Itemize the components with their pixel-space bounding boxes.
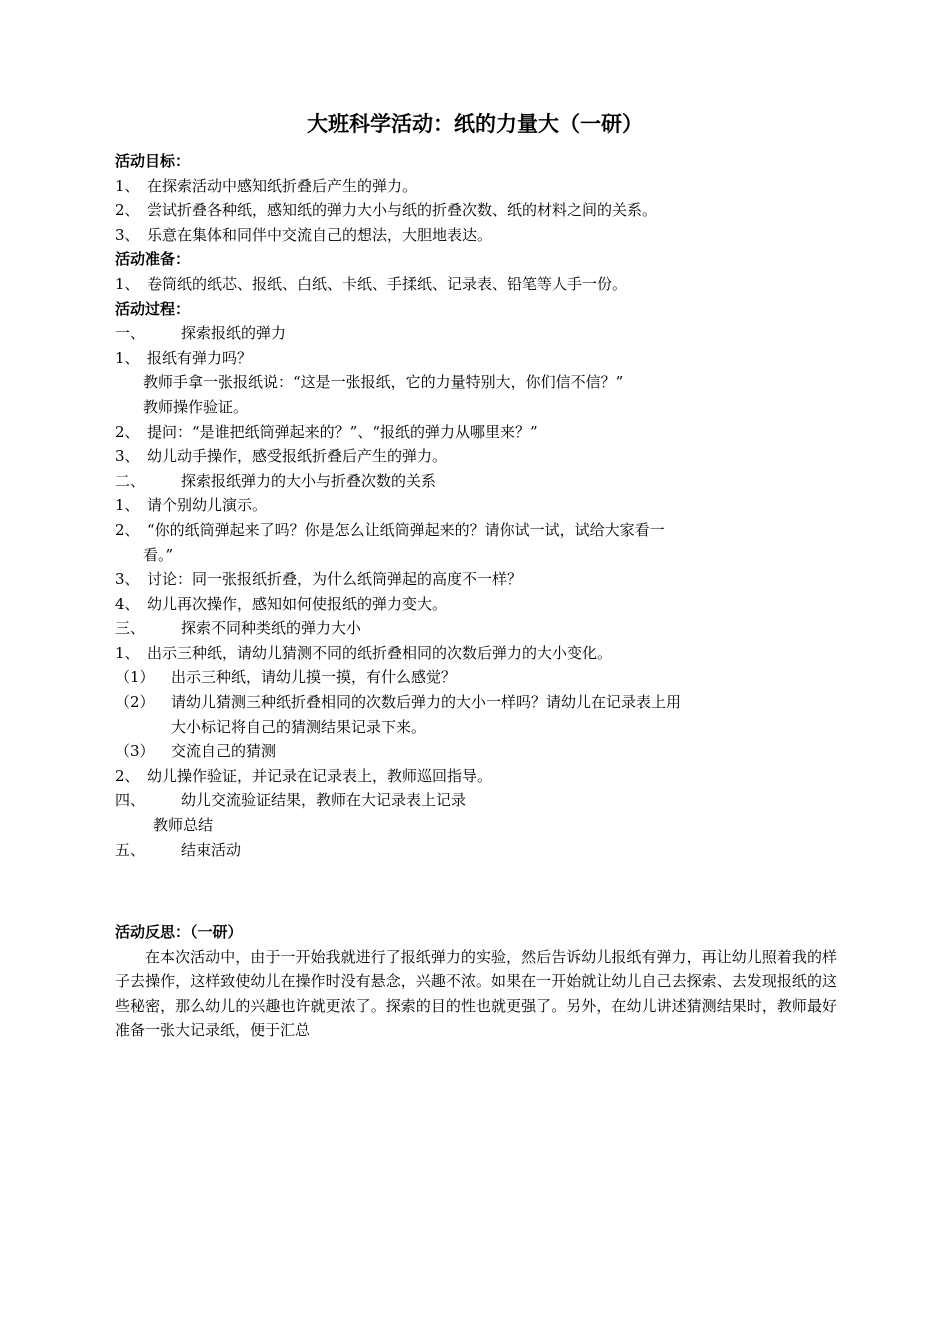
step-text: 幼儿动手操作，感受报纸折叠后产生的弹力。 [147, 447, 448, 466]
substep-text: 出示三种纸，请幼儿摸一摸，有什么感觉？ [171, 668, 457, 687]
goal-item [115, 198, 837, 223]
section-title: 幼儿交流验证结果，教师在大记录表上记录 [181, 791, 467, 810]
step-text: 出示三种纸，请幼儿猜测不同的纸折叠相同的次数后弹力的大小变化。 [147, 643, 613, 662]
step-text: 提问：“是谁把纸筒弹起来的？”、“报纸的弹力从哪里来？” [147, 422, 538, 441]
step-item [115, 641, 837, 666]
section-two [115, 469, 837, 494]
step-number: 2、 [115, 766, 140, 785]
substep-number: （3） [115, 742, 155, 761]
substep-number: （1） [115, 668, 155, 687]
section-number: 四、 [115, 791, 146, 810]
step-item [115, 493, 837, 518]
section-title: 探索报纸的弹力 [181, 324, 287, 343]
goal-text: 在探索活动中感知纸折叠后产生的弹力。 [147, 176, 418, 195]
prep-heading: 活动准备： [115, 250, 191, 269]
goal-item [115, 174, 837, 199]
section-number: 二、 [115, 471, 146, 490]
reflection-paragraph: 在本次活动中，由于一开始我就进行了报纸弹力的实验，然后告诉幼儿报纸有弹力，再让幼儿照着我的样子去操作，这样致使幼儿在操作时没有悬念，兴趣不浓。如果在一开始就让幼儿自己去探索、去发现报纸的这些秘密，那么幼儿的兴趣也许就更浓了。探索的目的性也就更强了。另外，在幼儿讲述猜测结果时，教师最好准备一张大记录纸，便于汇总 [115, 947, 837, 1040]
step-number: 1、 [115, 496, 140, 515]
step-item [115, 444, 837, 469]
substep-item [115, 739, 837, 764]
section-title: 探索不同种类纸的弹力大小 [181, 619, 362, 638]
substep-text: 请幼儿猜测三种纸折叠相同的次数后弹力的大小一样吗？请幼儿在记录表上用 [171, 693, 682, 712]
step-number: 3、 [115, 447, 140, 466]
step-text: 请个别幼儿演示。 [147, 496, 268, 515]
goals-heading: 活动目标： [115, 152, 191, 170]
reflection-section [115, 920, 837, 1043]
substep-text: 交流自己的猜测 [171, 742, 277, 761]
step-item [115, 592, 837, 617]
prep-number: 1、 [115, 274, 140, 293]
section-number: 一、 [115, 324, 146, 343]
section-title: 结束活动 [181, 840, 242, 859]
step-number: 1、 [115, 643, 140, 662]
step-number: 4、 [115, 594, 140, 613]
step-detail: 教师总结 [153, 816, 214, 835]
step-number: 2、 [115, 520, 140, 539]
goal-number: 3、 [115, 225, 140, 244]
step-number: 3、 [115, 570, 140, 589]
section-four [115, 788, 837, 813]
section-one [115, 321, 837, 346]
document-title: 大班科学活动：纸的力量大（一研） [307, 112, 643, 136]
section-title: 探索报纸弹力的大小与折叠次数的关系 [181, 471, 437, 490]
step-continuation: 看。” [143, 545, 174, 564]
section-number: 五、 [115, 840, 146, 859]
goal-number: 2、 [115, 201, 140, 220]
substep-number: （2） [115, 693, 155, 712]
step-number: 2、 [115, 422, 140, 441]
step-detail: 教师手拿一张报纸说：“这是一张报纸，它的力量特别大，你们信不信？” [143, 373, 624, 392]
process-heading: 活动过程： [115, 299, 191, 318]
prep-item [115, 272, 837, 297]
step-number: 1、 [115, 348, 140, 367]
substep-continuation: 大小标记将自己的猜测结果记录下来。 [171, 717, 427, 736]
step-text: “你的纸筒弹起来了吗？你是怎么让纸筒弹起来的？请你试一试，试给大家看一 [147, 520, 665, 539]
substep-item [115, 690, 837, 715]
prep-text: 卷筒纸的纸芯、报纸、白纸、卡纸、手揉纸、记录表、铅笔等人手一份。 [147, 274, 628, 293]
step-text: 报纸有弹力吗？ [147, 348, 253, 367]
section-three [115, 616, 837, 641]
goal-item [115, 223, 837, 248]
step-item [115, 518, 837, 543]
step-text: 幼儿操作验证，并记录在记录表上，教师巡回指导。 [147, 766, 493, 785]
goal-text: 乐意在集体和同伴中交流自己的想法，大胆地表达。 [147, 225, 493, 244]
step-text: 讨论：同一张报纸折叠，为什么纸筒弹起的高度不一样？ [147, 570, 523, 589]
step-text: 幼儿再次操作，感知如何使报纸的弹力变大。 [147, 594, 448, 613]
goal-text: 尝试折叠各种纸，感知纸的弹力大小与纸的折叠次数、纸的材料之间的关系。 [147, 201, 658, 220]
step-item [115, 567, 837, 592]
goal-number: 1、 [115, 176, 140, 195]
section-five [115, 838, 837, 863]
section-number: 三、 [115, 619, 146, 638]
step-item [115, 346, 837, 371]
step-detail: 教师操作验证。 [143, 397, 249, 416]
step-item [115, 420, 837, 445]
step-item [115, 764, 837, 789]
substep-item [115, 665, 837, 690]
reflection-heading: 活动反思：（一研） [115, 923, 243, 941]
document-body [115, 149, 837, 862]
